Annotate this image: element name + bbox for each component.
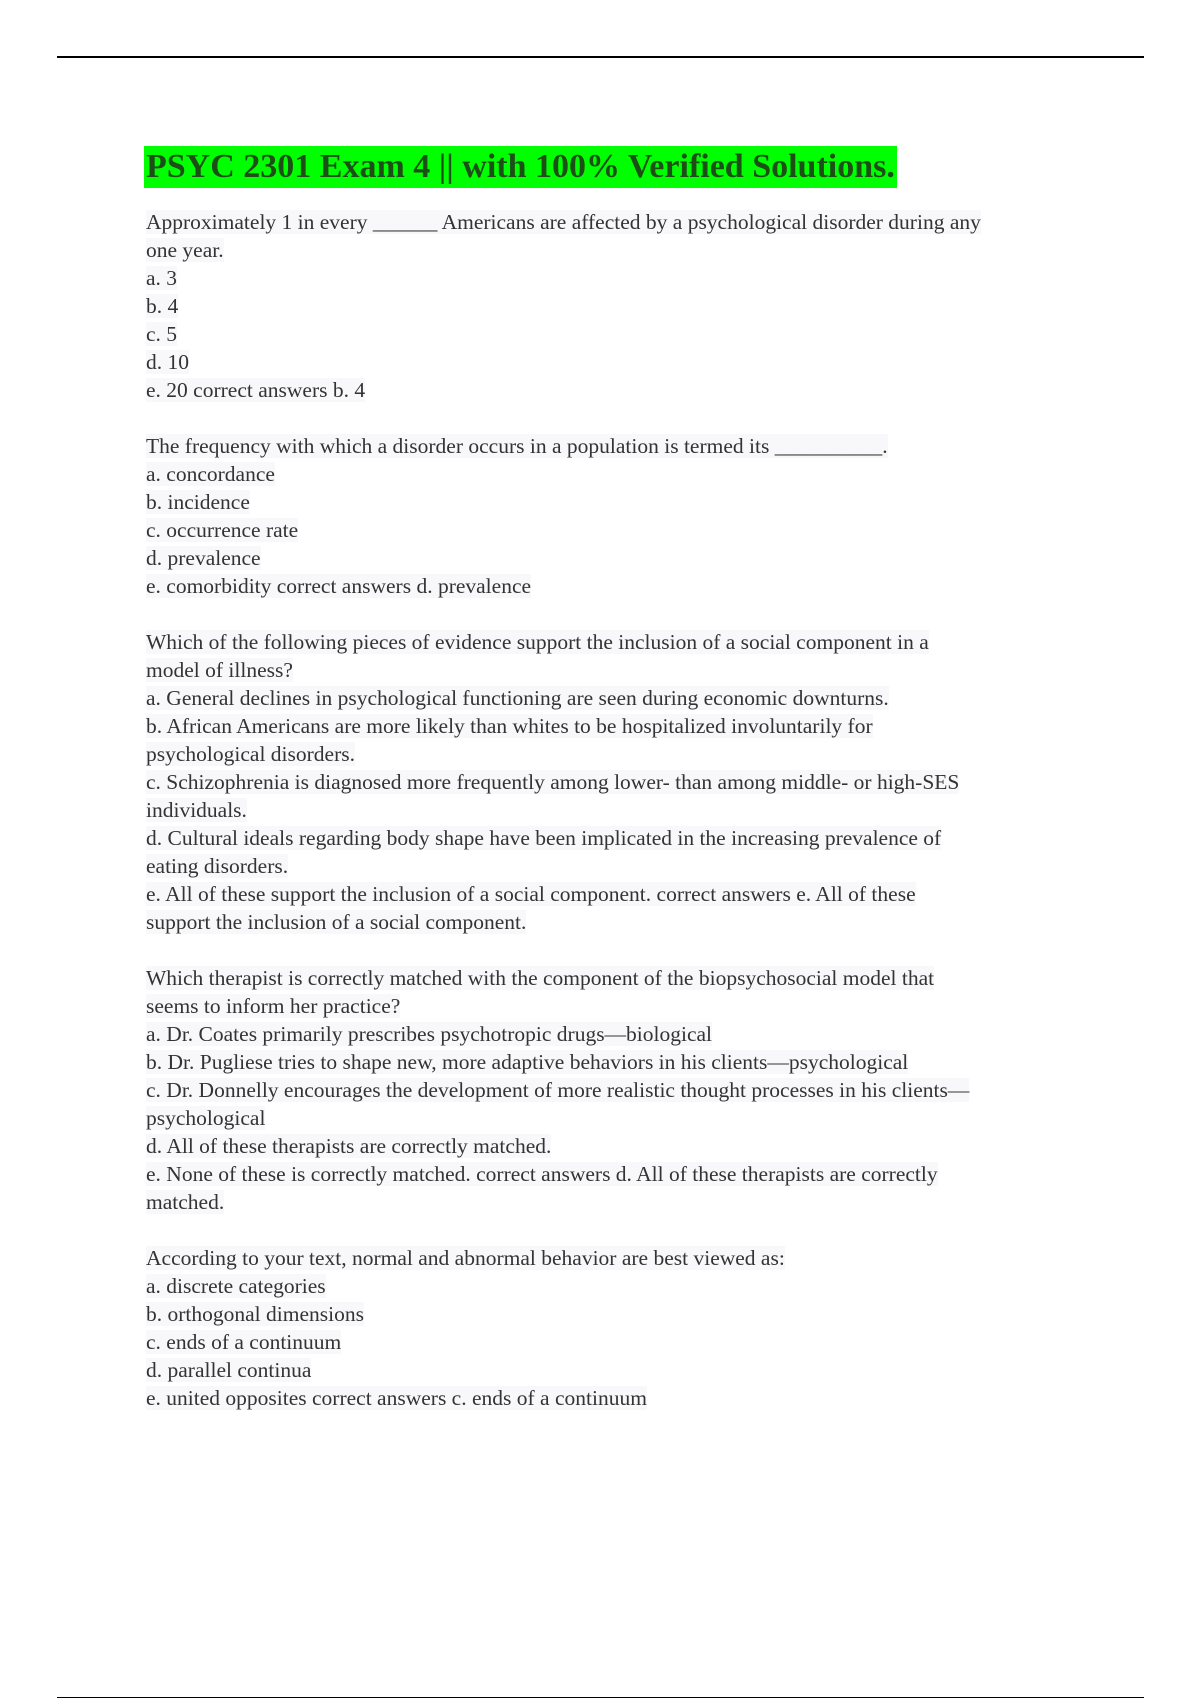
answer-option-with-key: support the inclusion of a social component. [146, 910, 527, 934]
question-line: seems to inform her practice? [146, 994, 401, 1018]
answer-option: b. Dr. Pugliese tries to shape new, more adaptive behaviors in his clients—psychological [146, 1050, 909, 1074]
answer-option: a. concordance [146, 462, 275, 486]
answer-option: b. African Americans are more likely than whites to be hospitalized involuntarily for [146, 714, 873, 738]
question-3 [146, 628, 1096, 936]
question-4 [146, 964, 1096, 1216]
answer-option: a. 3 [146, 266, 178, 290]
answer-option-with-key: e. 20 correct answers b. 4 [146, 378, 366, 402]
top-rule [57, 56, 1144, 58]
answer-option: b. incidence [146, 490, 250, 514]
answer-option: b. 4 [146, 294, 179, 318]
answer-option: eating disorders. [146, 854, 289, 878]
answer-option: d. Cultural ideals regarding body shape have been implicated in the increasing prevalence of [146, 826, 942, 850]
answer-option: d. 10 [146, 350, 189, 374]
answer-option-with-key: e. All of these support the inclusion of a social component. correct answers e. All of these [146, 882, 916, 906]
answer-option: c. Dr. Donnelly encourages the development of more realistic thought processes in his clients— [146, 1078, 970, 1102]
answer-option: psychological [146, 1106, 266, 1130]
answer-option: c. ends of a continuum [146, 1330, 342, 1354]
answer-option: c. 5 [146, 322, 178, 346]
question-line: According to your text, normal and abnormal behavior are best viewed as: [146, 1246, 785, 1270]
question-line: model of illness? [146, 658, 293, 682]
answer-option: c. Schizophrenia is diagnosed more frequently among lower- than among middle- or high-SES [146, 770, 960, 794]
answer-option: d. prevalence [146, 546, 261, 570]
answer-option: c. occurrence rate [146, 518, 299, 542]
question-line: Which of the following pieces of evidence support the inclusion of a social component in a [146, 630, 929, 654]
bottom-rule [57, 1697, 1144, 1698]
question-line: The frequency with which a disorder occurs in a population is termed its __________. [146, 434, 888, 458]
page-title: PSYC 2301 Exam 4 || with 100% Verified Solutions. [144, 146, 897, 188]
question-line: one year. [146, 238, 224, 262]
question-line: Approximately 1 in every ______ Americans are affected by a psychological disorder during any [146, 210, 981, 234]
answer-option: d. All of these therapists are correctly matched. [146, 1134, 552, 1158]
question-line: Which therapist is correctly matched with the component of the biopsychosocial model that [146, 966, 935, 990]
answer-option-with-key: e. None of these is correctly matched. correct answers d. All of these therapists are correctly [146, 1162, 938, 1186]
answer-option-with-key: matched. [146, 1190, 225, 1214]
answer-option: a. Dr. Coates primarily prescribes psychotropic drugs—biological [146, 1022, 713, 1046]
answer-option: d. parallel continua [146, 1358, 312, 1382]
answer-option: psychological disorders. [146, 742, 355, 766]
answer-option: b. orthogonal dimensions [146, 1302, 364, 1326]
answer-option-with-key: e. united opposites correct answers c. ends of a continuum [146, 1386, 647, 1410]
document-body [146, 146, 1096, 1440]
question-2 [146, 432, 1096, 600]
answer-option: individuals. [146, 798, 247, 822]
question-5 [146, 1244, 1096, 1412]
answer-option: a. General declines in psychological functioning are seen during economic downturns. [146, 686, 889, 710]
answer-option-with-key: e. comorbidity correct answers d. prevalence [146, 574, 532, 598]
answer-option: a. discrete categories [146, 1274, 326, 1298]
question-1 [146, 208, 1096, 404]
